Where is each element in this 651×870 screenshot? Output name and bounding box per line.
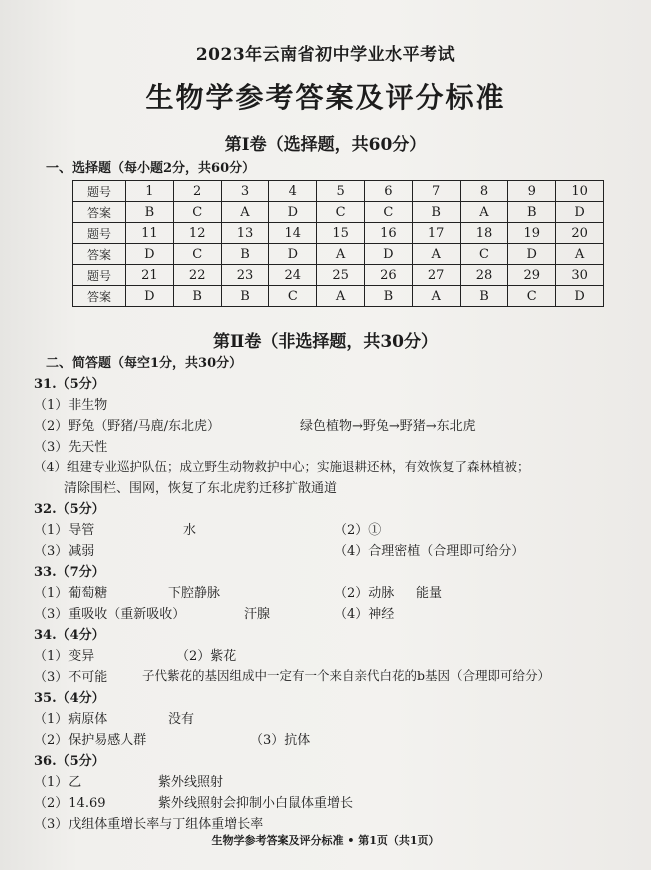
table-cell: B [173, 286, 221, 307]
section2-heading: 二、简答题（每空1分，共30分） [46, 356, 243, 371]
q31-heading: 31.（5分） [34, 377, 105, 392]
table-cell: 20 [556, 223, 604, 244]
table-cell: D [508, 244, 556, 265]
table-cell: D [556, 286, 604, 307]
q36-answer-1b: 紫外线照射 [158, 775, 224, 790]
table-cell: A [412, 244, 460, 265]
table-cell: D [364, 244, 412, 265]
q35-answer-2: （2）保护易感人群 [34, 733, 147, 748]
exam-title: 2023年云南省初中学业水平考试 [195, 45, 456, 65]
table-cell: 24 [269, 265, 317, 286]
q32-answer-1: （1）导管 [34, 523, 95, 538]
table-cell: 9 [508, 181, 556, 202]
q31-answer-3: （3）先天性 [34, 440, 108, 455]
table-cell: 27 [412, 265, 460, 286]
table-row [73, 286, 604, 307]
q31-answer-4-cont: 清除围栏、围网，恢复了东北虎豹迁移扩散通道 [64, 481, 338, 496]
table-cell: B [412, 202, 460, 223]
q36-answer-3: （3）戊组体重增长率与丁组体重增长率 [34, 817, 264, 832]
q35-heading: 35.（4分） [34, 691, 105, 706]
table-cell: 14 [269, 223, 317, 244]
q34-answer-3b: 子代紫花的基因组成中一定有一个来自亲代白花的b基因（合理即可给分） [142, 668, 551, 683]
q31-food-chain: 绿色植物→野兔→野猪→东北虎 [300, 419, 476, 434]
table-cell: 15 [317, 223, 365, 244]
table-cell: C [173, 202, 221, 223]
row-label: 题号 [73, 265, 126, 286]
table-cell: 28 [460, 265, 508, 286]
q34-answer-2: （2）紫花 [176, 649, 237, 664]
part1-title: 第Ⅰ卷（选择题，共60分） [224, 135, 427, 155]
q31-answer-2: （2）野兔（野猪/马鹿/东北虎） [34, 419, 221, 434]
table-cell: 12 [173, 223, 221, 244]
q33-answer-3b: 汗腺 [244, 607, 271, 622]
table-cell: B [221, 286, 269, 307]
q31-answer-4: （4）组建专业巡护队伍；成立野生动物救护中心；实施退耕还林，有效恢复了森林植被； [34, 459, 530, 474]
row-label: 答案 [73, 244, 126, 265]
table-cell: 13 [221, 223, 269, 244]
table-row [73, 223, 604, 244]
table-cell: 23 [221, 265, 269, 286]
table-cell: 11 [126, 223, 174, 244]
table-cell: 4 [269, 181, 317, 202]
q33-answer-4: （4）神经 [334, 607, 395, 622]
table-cell: 25 [317, 265, 365, 286]
table-cell: D [126, 244, 174, 265]
table-cell: 1 [126, 181, 174, 202]
table-cell: 17 [412, 223, 460, 244]
table-cell: A [317, 244, 365, 265]
table-cell: D [269, 244, 317, 265]
table-cell: C [508, 286, 556, 307]
q32-answer-4: （4）合理密植（合理即可给分） [334, 544, 525, 559]
q35-answer-1b: 没有 [168, 712, 195, 727]
table-cell: C [364, 202, 412, 223]
row-label: 题号 [73, 223, 126, 244]
q32-heading: 32.（5分） [34, 502, 105, 517]
table-cell: B [126, 202, 174, 223]
table-cell: D [556, 202, 604, 223]
table-cell: 7 [412, 181, 460, 202]
table-cell: 18 [460, 223, 508, 244]
table-row [73, 265, 604, 286]
q33-answer-3: （3）重吸收（重新吸收） [34, 607, 186, 622]
q36-heading: 36.（5分） [34, 754, 105, 769]
table-cell: A [412, 286, 460, 307]
page-footer: 生物学参考答案及评分标准 • 第1页（共1页） [211, 834, 440, 847]
q36-answer-1: （1）乙 [34, 775, 82, 790]
q33-heading: 33.（7分） [34, 565, 105, 580]
table-cell: D [269, 202, 317, 223]
table-cell: A [460, 202, 508, 223]
table-cell: 2 [173, 181, 221, 202]
table-cell: 22 [173, 265, 221, 286]
table-cell: B [508, 202, 556, 223]
part2-title: 第Ⅱ卷（非选择题，共30分） [213, 332, 438, 352]
q33-answer-2: （2）动脉 [334, 586, 395, 601]
table-row [73, 202, 604, 223]
table-row [73, 244, 604, 265]
table-cell: C [173, 244, 221, 265]
q34-answer-3: （3）不可能 [34, 670, 108, 685]
table-cell: 10 [556, 181, 604, 202]
table-cell: 6 [364, 181, 412, 202]
q35-answer-3: （3）抗体 [250, 733, 311, 748]
section1-heading: 一、选择题（每小题2分，共60分） [46, 161, 256, 176]
table-cell: C [269, 286, 317, 307]
table-cell: B [364, 286, 412, 307]
q34-answer-1: （1）变异 [34, 649, 95, 664]
main-title: 生物学参考答案及评分标准 [145, 81, 506, 114]
table-cell: B [460, 286, 508, 307]
q32-answer-3: （3）减弱 [34, 544, 95, 559]
q32-answer-2: （2）① [334, 523, 382, 538]
table-cell: 26 [364, 265, 412, 286]
table-cell: C [317, 202, 365, 223]
table-cell: C [460, 244, 508, 265]
table-cell: 29 [508, 265, 556, 286]
q33-answer-1: （1）葡萄糖 [34, 586, 108, 601]
q36-answer-2b: 紫外线照射会抑制小白鼠体重增长 [158, 796, 354, 811]
table-cell: A [317, 286, 365, 307]
row-label: 答案 [73, 286, 126, 307]
table-cell: A [556, 244, 604, 265]
q35-answer-1: （1）病原体 [34, 712, 108, 727]
answer-table [72, 180, 604, 307]
table-cell: 3 [221, 181, 269, 202]
table-cell: 16 [364, 223, 412, 244]
table-cell: 21 [126, 265, 174, 286]
table-cell: B [221, 244, 269, 265]
q34-heading: 34.（4分） [34, 628, 105, 643]
q32-answer-1b: 水 [183, 523, 197, 538]
row-label: 答案 [73, 202, 126, 223]
table-cell: A [221, 202, 269, 223]
q36-answer-2: （2）14.69 [34, 796, 106, 811]
row-label: 题号 [73, 181, 126, 202]
q33-answer-1b: 下腔静脉 [168, 586, 221, 601]
table-cell: 30 [556, 265, 604, 286]
table-cell: 8 [460, 181, 508, 202]
table-cell: 5 [317, 181, 365, 202]
table-cell: 19 [508, 223, 556, 244]
table-row [73, 181, 604, 202]
q31-answer-1: （1）非生物 [34, 398, 108, 413]
q33-answer-2b: 能量 [416, 586, 443, 601]
table-cell: D [126, 286, 174, 307]
